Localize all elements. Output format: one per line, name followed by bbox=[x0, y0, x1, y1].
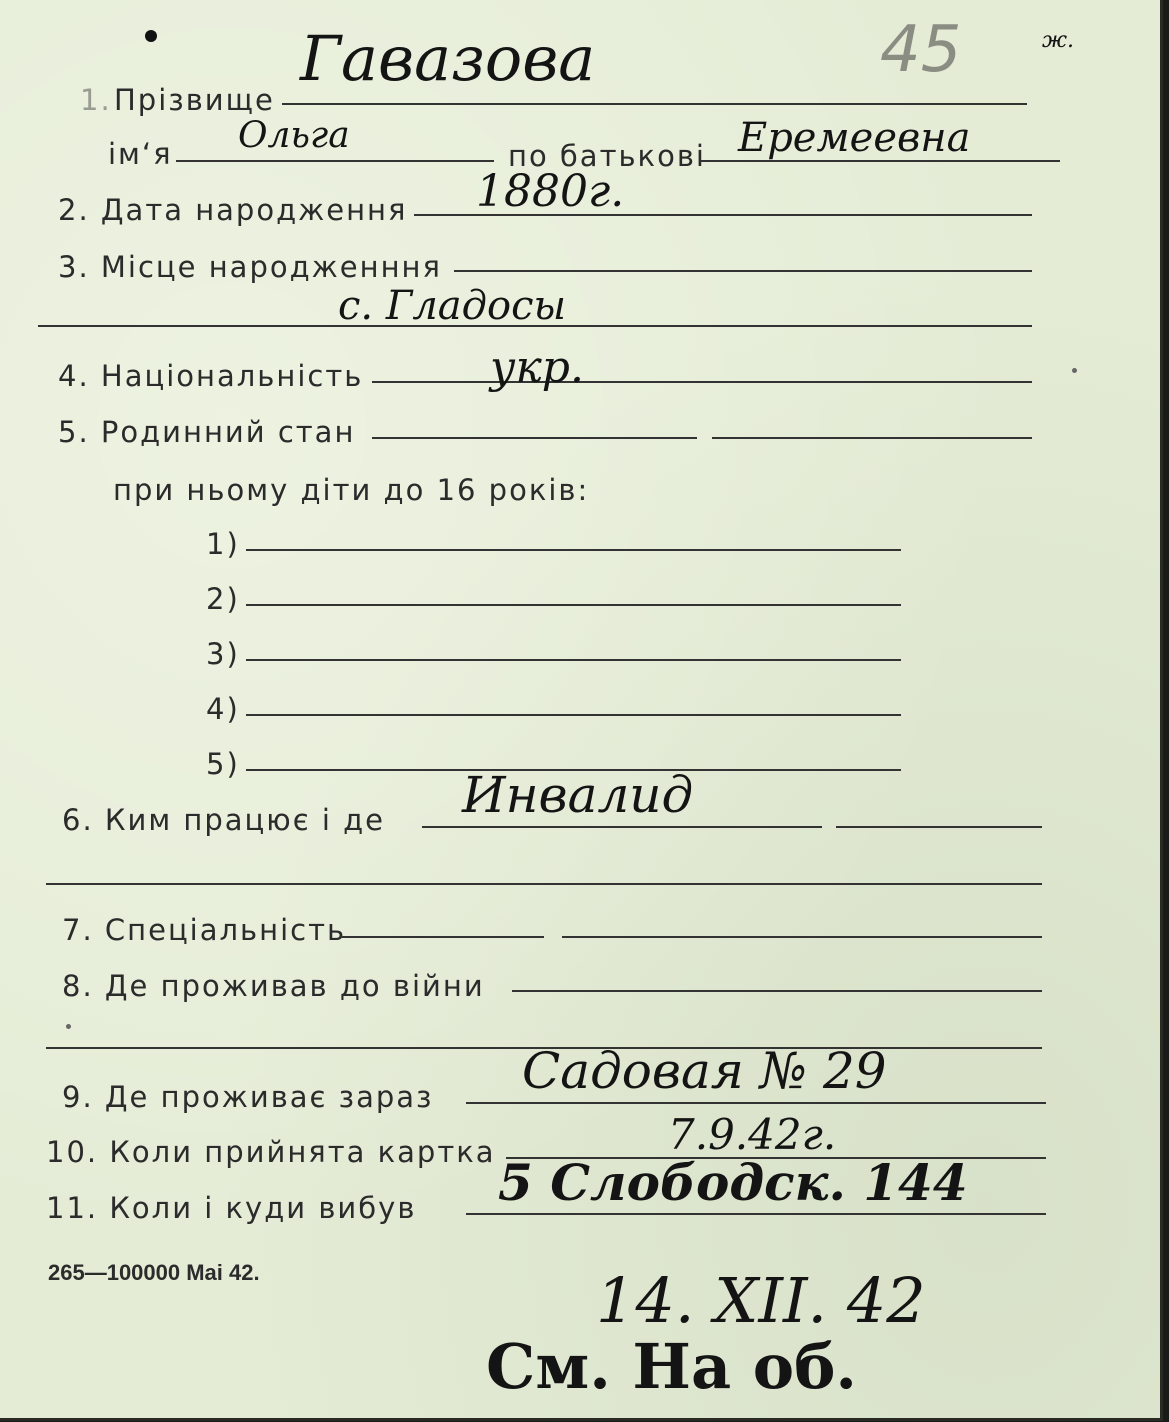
ink-dot bbox=[145, 30, 157, 42]
birth-place-label: 3. Місце народженння bbox=[58, 250, 442, 284]
current-residence-line bbox=[466, 1102, 1046, 1104]
departed-label: 11. Коли і куди вибув bbox=[46, 1191, 417, 1225]
child-slot-line bbox=[246, 604, 901, 606]
child-slot-line bbox=[246, 549, 901, 551]
child-slot-label: 5) bbox=[206, 747, 240, 781]
patronymic-label: по батькові bbox=[508, 139, 706, 173]
nationality-line bbox=[372, 381, 1032, 383]
prewar-residence-label: 8. Де проживав до війни bbox=[62, 969, 485, 1003]
children-label: при ньому діти до 16 років: bbox=[113, 473, 590, 507]
work-line-3 bbox=[46, 883, 1042, 885]
specialty-label: 7. Спеціальність bbox=[62, 913, 347, 947]
family-status-label: 5. Родинний стан bbox=[58, 415, 356, 449]
child-slot-label: 1) bbox=[206, 527, 240, 561]
child-slot-line bbox=[246, 714, 901, 716]
corner-number: 45 bbox=[880, 13, 962, 87]
family-status-line-2 bbox=[712, 437, 1032, 439]
card-accepted-value: 7.9.42г. bbox=[668, 1110, 837, 1159]
work-line bbox=[422, 826, 822, 828]
pencil-mark bbox=[1072, 368, 1077, 373]
name-line bbox=[176, 160, 494, 162]
child-slot-line bbox=[246, 659, 901, 661]
departed-date-value: 14. XII. 42 bbox=[596, 1264, 926, 1337]
prewar-residence-line bbox=[512, 990, 1042, 992]
departed-line bbox=[466, 1213, 1046, 1215]
nationality-label: 4. Національність bbox=[58, 359, 364, 393]
current-residence-label: 9. Де проживає зараз bbox=[62, 1080, 434, 1114]
birth-place-line bbox=[454, 270, 1032, 272]
name-label: ім‘я bbox=[108, 137, 173, 171]
family-status-line bbox=[372, 437, 697, 439]
child-slot-label: 3) bbox=[206, 637, 240, 671]
first-name-value: Ольга bbox=[238, 115, 350, 156]
patronymic-value: Еремеевна bbox=[738, 115, 971, 161]
surname-number: 1. bbox=[80, 83, 112, 117]
birth-place-value: с. Гладосы bbox=[338, 283, 567, 329]
birth-date-value: 1880г. bbox=[476, 166, 625, 217]
nationality-value: укр. bbox=[490, 342, 584, 393]
birth-date-label: 2. Дата народження bbox=[58, 193, 408, 227]
surname-label: Прізвище bbox=[114, 83, 275, 117]
specialty-line bbox=[340, 936, 544, 938]
surname-line bbox=[282, 103, 1027, 105]
see-reverse-note: См. На об. bbox=[486, 1330, 858, 1403]
card-accepted-label: 10. Коли прийнята картка bbox=[46, 1135, 496, 1169]
work-value: Инвалид bbox=[462, 766, 694, 824]
pencil-mark bbox=[66, 1024, 71, 1029]
child-slot-label: 4) bbox=[206, 692, 240, 726]
child-slot-label: 2) bbox=[206, 582, 240, 616]
departed-value: 5 Слободск. 144 bbox=[498, 1153, 968, 1212]
work-label: 6. Ким працює і де bbox=[62, 803, 386, 837]
corner-suffix: ж. bbox=[1042, 28, 1075, 53]
print-code: 265—100000 Mai 42. bbox=[48, 1260, 260, 1285]
current-residence-value: Садовая № 29 bbox=[522, 1042, 887, 1100]
surname-value: Гавазова bbox=[300, 22, 596, 95]
work-line-2 bbox=[836, 826, 1042, 828]
specialty-line-2 bbox=[562, 936, 1042, 938]
